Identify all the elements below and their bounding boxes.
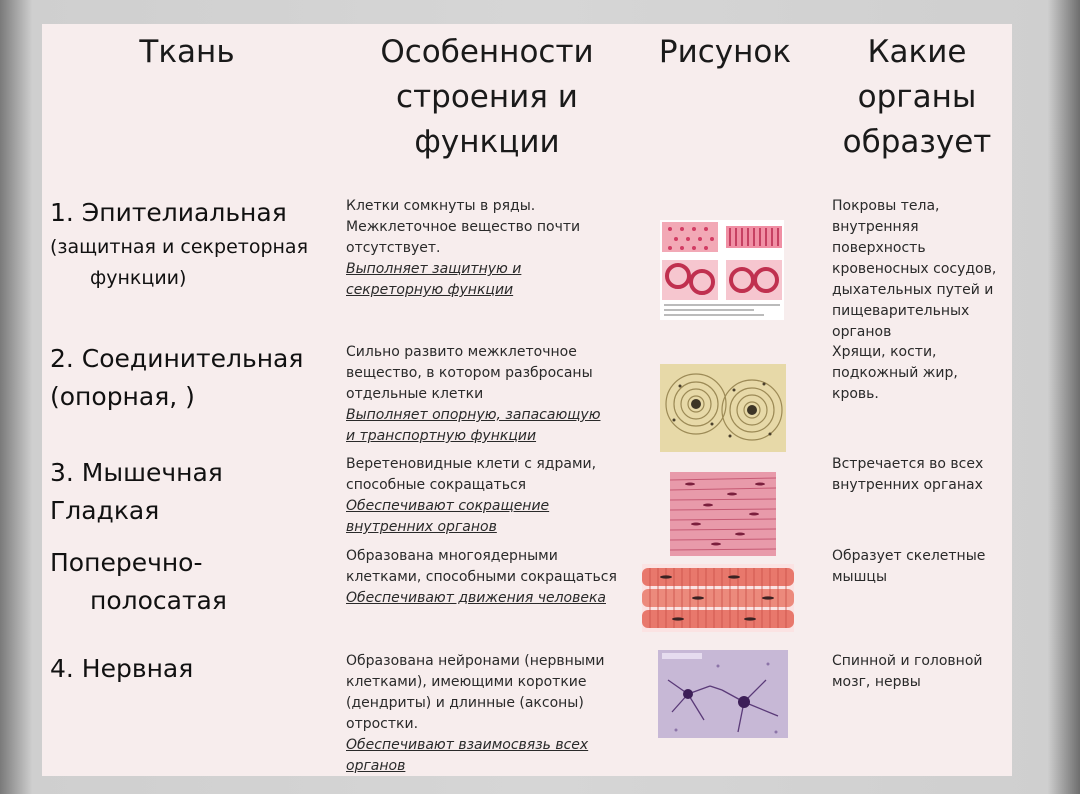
organs-muscle-striated: Образует скелетные мышцы <box>832 548 986 585</box>
slide <box>42 24 1012 776</box>
desc-muscle-smooth: Веретеновидные клети с ядрами, способные сокращаться Обеспечивают сокращение внутренних органов <box>346 456 597 535</box>
organs-muscle-smooth: Встречается во всех внутренних органах <box>832 456 984 493</box>
tissue-muscle-smooth: 3. Мышечная Гладкая <box>50 458 223 525</box>
desc-muscle-striated: Образована многоядерными клетками, способными сокращаться Обеспечивают движения человека <box>346 548 617 606</box>
desc-epithelial: Клетки сомкнуты в ряды. Межклеточное вещество почти отсутствует. Выполняет защитную и секреторную функции <box>346 198 581 298</box>
desc-connective: Сильно развито межклеточное вещество, в котором разбросаны отдельные клетки Выполняет опорную, запасающую и транспортную функции <box>346 344 601 444</box>
header-features: Особенности строения и функции <box>380 34 594 160</box>
epithelial-tissue-micrograph <box>660 220 784 320</box>
tissue-epithelial: 1. Эпителиальная (защитная и секреторная функции) <box>50 198 309 289</box>
smooth-muscle-micrograph <box>670 472 776 556</box>
header-tissue: Ткань <box>139 34 235 70</box>
bone-tissue-micrograph <box>660 364 786 452</box>
nerve-tissue-micrograph <box>658 650 788 738</box>
organs-connective: Хрящи, кости, подкожный жир, кровь. <box>832 344 958 402</box>
header-picture: Рисунок <box>658 34 792 70</box>
desc-nervous: Образована нейронами (нервными клетками), имеющими короткие (дендриты) и длинные (аксоны) отростки. Обеспечивают взаимосвязь всех органов <box>346 653 605 774</box>
organs-epithelial: Покровы тела, внутренняя поверхность кровеносных сосудов, дыхательных путей и пищеварительных органов <box>832 198 997 340</box>
tissue-connective: 2. Соединительная (опорная, ) <box>50 344 304 411</box>
tissue-muscle-striated: Поперечно- полосатая <box>50 548 227 615</box>
striated-muscle-micrograph <box>642 564 794 632</box>
header-organs: Какие органы образует <box>842 34 992 160</box>
tissue-nervous: 4. Нервная <box>50 654 194 683</box>
organs-nervous: Спинной и головной мозг, нервы <box>832 653 983 690</box>
